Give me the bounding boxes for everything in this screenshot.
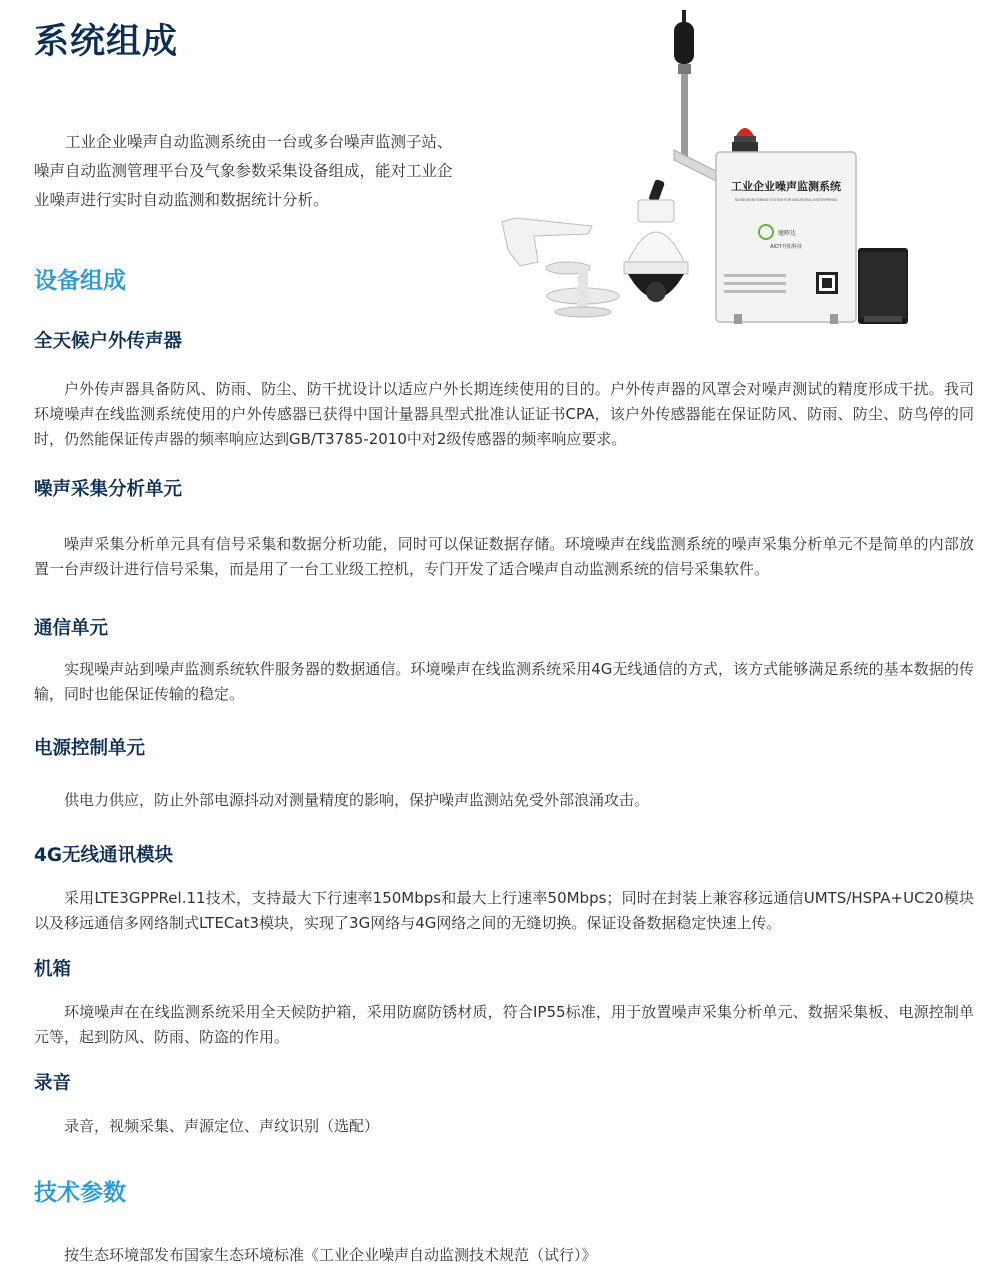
cabinet-title: 工业企业噪声监测系统: [731, 181, 841, 193]
cabinet-icon: [716, 152, 856, 324]
brand-name: 驰晖达: [778, 231, 797, 237]
subsection-text: 采用LTE3GPPRel.11技术，支持最大下行速率150Mbps和最大上行速率50Mbps；同时在封装上兼容移远通信UMTS/HSPA+UC20模块以及移远通信多网络制式LTECat3模块，实现了3G网络与4G网络之间的无缝切换。保证设备数据稳定快速上传。: [34, 889, 974, 932]
section-heading-equipment: 设备组成: [34, 268, 126, 294]
dome-camera-icon: [624, 179, 688, 302]
subsection-text: 供电力供应，防止外部电源抖动对测量精度的影响，保护噪声监测站免受外部浪涌攻击。: [64, 791, 650, 809]
section-heading-tech: 技术参数: [34, 1180, 126, 1206]
page-title: 系统组成: [34, 22, 179, 62]
tech-text: 按生态环境部发布国家生态环境标准《工业企业噪声自动监测技术规范（试行）》: [64, 1246, 597, 1264]
alarm-light-icon: [732, 128, 758, 152]
intro-paragraph: 工业企业噪声自动监测系统由一台或多台噪声监测子站、噪声自动监测管理平台及气象参数采集设备组成，能对工业企业噪声进行实时自动监测和数据统计分析。: [34, 133, 453, 209]
subsection-text: 实现噪声站到噪声监测系统软件服务器的数据通信。环境噪声在线监测系统采用4G无线通信的方式，该方式能够满足系统的基本数据的传输，同时也能保证传输的稳定。: [34, 660, 974, 703]
subsection-heading: 4G无线通讯模块: [34, 845, 174, 866]
cabinet-subtitle: NOISE MONITORING SYSTEM FOR INDUSTRIAL ENTERPRISES: [734, 198, 838, 202]
subsection-text: 噪声采集分析单元具有信号采集和数据分析功能，同时可以保证数据存储。环境噪声在线监测系统的噪声采集分析单元不是简单的内部放置一台声级计进行信号采集，而是用了一台工业级工控机，专门开发了适合噪声自动监测系统的信号采集软件。: [34, 535, 974, 578]
subsection-heading: 通信单元: [34, 618, 109, 639]
camera-bracket-icon: [502, 218, 619, 317]
subsection-text: 户外传声器具备防风、防雨、防尘、防干扰设计以适应户外长期连续使用的目的。户外传声器的风罩会对噪声测试的精度形成干扰。我司环境噪声在线监测系统使用的户外传感器已获得中国计量器具型式批准认证证书CPA，该户外传感器能在保证防风、防雨、防尘、防鸟停的同时，仍然能保证传声器的频率响应达到GB/T3785-2010中对2级传感器的频率响应要求。: [34, 380, 974, 448]
subsection-text: 录音，视频采集、声源定位、声纹识别（选配）: [64, 1117, 380, 1135]
subsection-text: 环境噪声在在线监测系统采用全天候防护箱，采用防腐防锈材质，符合IP55标准，用于放置噪声采集分析单元、数据采集板、电源控制单元等，起到防风、防雨、防盗的作用。: [34, 1003, 974, 1046]
speaker-icon: [858, 248, 908, 324]
product-image: [488, 0, 928, 340]
subsection-heading: 全天候户外传声器: [34, 331, 183, 352]
subsection-heading: 录音: [34, 1073, 72, 1094]
subsection-heading: 噪声采集分析单元: [34, 479, 183, 500]
subsection-heading: 电源控制单元: [34, 738, 146, 759]
brand-tagline: AIOT开拓科技: [770, 244, 802, 250]
subsection-heading: 机箱: [34, 959, 72, 980]
